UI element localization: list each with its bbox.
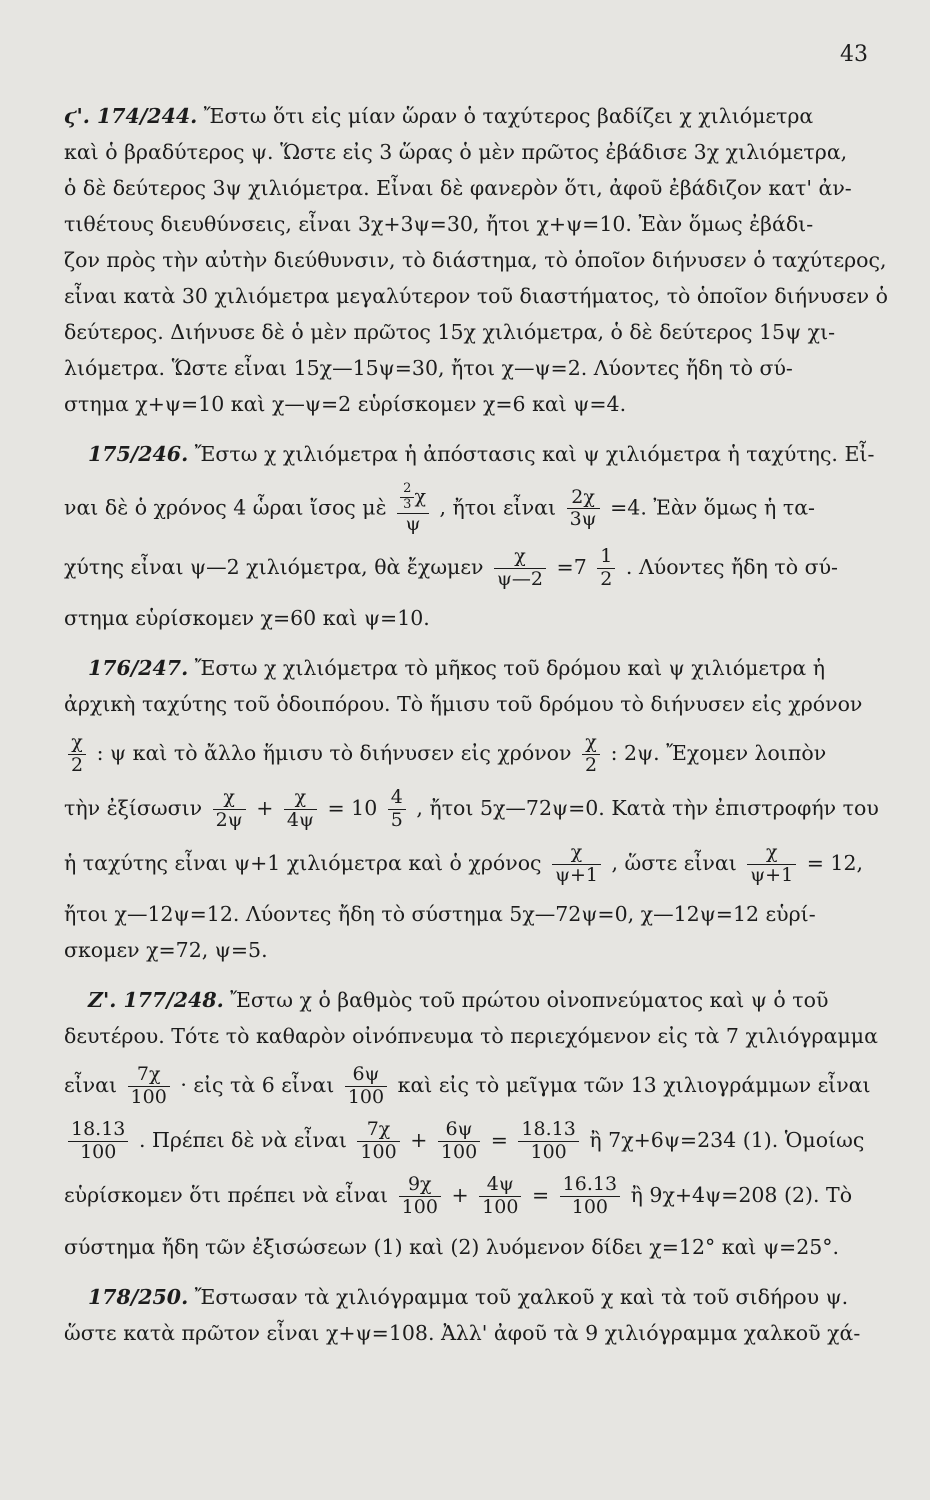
equation-line bbox=[64, 787, 880, 832]
text-fragment: εὑρίσκομεν ὅτι πρέπει νὰ εἶναι bbox=[64, 1182, 389, 1207]
problem-label: 176/247. bbox=[88, 656, 189, 681]
text-fragment: = bbox=[531, 1182, 550, 1207]
equation-line bbox=[64, 1174, 880, 1219]
fraction: $\frac{7\chi}{100}$ bbox=[357, 1119, 399, 1164]
fraction: $\frac{4\psi}{100}$ bbox=[479, 1174, 521, 1219]
text-fragment: , ὥστε εἶναι bbox=[611, 850, 737, 875]
text-line: σκομεν χ=72, ψ=5. bbox=[64, 938, 268, 963]
solution-177 bbox=[64, 982, 880, 1264]
fraction: $\frac{6\psi}{100}$ bbox=[345, 1064, 387, 1109]
text-line: τιθέτους διευθύνσεις, εἶναι 3χ+3ψ=30, ἤτοι χ+ψ=10. Ἐὰν ὅμως ἐβάδι- bbox=[64, 212, 814, 236]
fraction: $\frac{\chi}{\psi+1}$ bbox=[747, 842, 796, 887]
solution-176 bbox=[64, 650, 880, 968]
problem-label: ϛ'. 174/244. bbox=[64, 104, 198, 128]
solution-175 bbox=[64, 436, 880, 636]
equation-line bbox=[64, 1064, 880, 1109]
text-fragment: + bbox=[410, 1128, 428, 1152]
fraction: $\frac{6\psi}{100}$ bbox=[438, 1119, 480, 1164]
text-line: Ἔστωσαν τὰ χιλιόγραμμα τοῦ χαλκοῦ χ καὶ τὰ τοῦ σιδήρου ψ. bbox=[194, 1284, 849, 1309]
text-line: Ἔστω ὅτι εἰς μίαν ὥραν ὁ ταχύτερος βαδίζει χ χιλιόμετρα bbox=[203, 104, 814, 128]
equation-line bbox=[64, 546, 880, 591]
fraction: $\frac{\chi}{\psi+1}$ bbox=[552, 842, 601, 887]
text-line: εἶναι κατὰ 30 χιλιόμετρα μεγαλύτερον τοῦ διαστήματος, τὸ ὁποῖον διήνυσεν ὁ bbox=[64, 284, 888, 308]
equation-line bbox=[64, 842, 880, 887]
text-line: λιόμετρα. Ὥστε εἶναι 15χ—15ψ=30, ἤτοι χ—ψ=2. Λύοντες ἤδη τὸ σύ- bbox=[64, 356, 793, 380]
text-line: καὶ ὁ βραδύτερος ψ. Ὥστε εἰς 3 ὥρας ὁ μὲν πρῶτος ἐβάδισε 3χ χιλιόμετρα, bbox=[64, 140, 848, 164]
text-line: στημα χ+ψ=10 καὶ χ—ψ=2 εὑρίσκομεν χ=6 καὶ ψ=4. bbox=[64, 392, 627, 416]
fraction: $\frac{\chi}{2\psi}$ bbox=[213, 787, 246, 832]
fraction: $\frac{\chi}{4\psi}$ bbox=[284, 787, 317, 832]
text-fragment: ἢ 9χ+4ψ=208 (2). Τὸ bbox=[630, 1182, 853, 1207]
problem-label: 178/250. bbox=[88, 1284, 189, 1309]
fraction: $\frac{2}{3}$ χ ψ bbox=[397, 482, 429, 536]
text-fragment: =7 bbox=[556, 554, 587, 579]
text-fragment: + bbox=[451, 1182, 469, 1207]
text-fragment: : ψ καὶ τὸ ἄλλο ἥμισυ τὸ διήνυσεν εἰς χρόνον bbox=[96, 741, 572, 766]
equation-line bbox=[64, 482, 880, 536]
text-fragment: χύτης εἶναι ψ—2 χιλιόμετρα, θὰ ἔχωμεν bbox=[64, 554, 484, 579]
text-line: ὁ δὲ δεύτερος 3ψ χιλιόμετρα. Εἶναι δὲ φανερὸν ὅτι, ἀφοῦ ἐβάδιζον κατ' ἀν- bbox=[64, 176, 852, 200]
fraction: $\frac{4}{5}$ bbox=[388, 787, 406, 832]
page-number: 43 bbox=[840, 42, 868, 67]
text-line: σύστημα ἤδη τῶν ἐξισώσεων (1) καὶ (2) λυόμενον δίδει χ=12° καὶ ψ=25°. bbox=[64, 1234, 840, 1259]
text-line: δευτέρου. Τότε τὸ καθαρὸν οἰνόπνευμα τὸ περιεχόμενον εἰς τὰ 7 χιλιόγραμμα bbox=[64, 1024, 878, 1049]
text-fragment: : 2ψ. Ἔχομεν λοιπὸν bbox=[610, 741, 827, 766]
text-line: ἤτοι χ—12ψ=12. Λύοντες ἤδη τὸ σύστημα 5χ—72ψ=0, χ—12ψ=12 εὑρί- bbox=[64, 902, 816, 927]
text-fragment: = 12, bbox=[806, 850, 864, 875]
fraction: $\frac{9\chi}{100}$ bbox=[399, 1174, 441, 1219]
text-line: ἀρχικὴ ταχύτης τοῦ ὁδοιπόρου. Τὸ ἥμισυ τοῦ δρόμου τὸ διήνυσεν εἰς χρόνον bbox=[64, 692, 863, 717]
fraction: $\frac{\chi}{\psi—2}$ bbox=[494, 546, 546, 591]
text-fragment: . Λύοντες ἤδη τὸ σύ- bbox=[625, 554, 838, 579]
text-fragment: ἢ 7χ+6ψ=234 (1). Ὁμοίως bbox=[589, 1128, 865, 1152]
fraction: $\frac{\chi}{2}$ bbox=[68, 732, 86, 777]
text-fragment: · εἰς τὰ 6 εἶναι bbox=[180, 1073, 335, 1098]
text-line: στημα εὑρίσκομεν χ=60 καὶ ψ=10. bbox=[64, 606, 430, 631]
text-fragment: . Πρέπει δὲ νὰ εἶναι bbox=[138, 1128, 347, 1152]
text-fragment: ἡ ταχύτης εἶναι ψ+1 χιλιόμετρα καὶ ὁ χρόνος bbox=[64, 850, 542, 875]
fraction: $\frac{18.13}{100}$ bbox=[518, 1119, 578, 1164]
text-fragment: = bbox=[490, 1128, 508, 1152]
text-line: δεύτερος. Διήνυσε δὲ ὁ μὲν πρῶτος 15χ χιλιόμετρα, ὁ δὲ δεύτερος 15ψ χι- bbox=[64, 320, 836, 344]
text-fragment: εἶναι bbox=[64, 1073, 118, 1098]
problem-label: Ζ'. 177/248. bbox=[88, 988, 224, 1013]
text-line: Ἔστω χ χιλιόμετρα τὸ μῆκος τοῦ δρόμου καὶ ψ χιλιόμετρα ἡ bbox=[194, 656, 826, 681]
solution-178 bbox=[64, 1279, 880, 1351]
problem-label: 175/246. bbox=[88, 442, 189, 466]
equation-line bbox=[64, 732, 880, 777]
text-fragment: , ἤτοι 5χ—72ψ=0. Κατὰ τὴν ἐπιστροφήν του bbox=[416, 795, 879, 820]
text-line: ὥστε κατὰ πρῶτον εἶναι χ+ψ=108. Ἀλλ' ἀφοῦ τὰ 9 χιλιόγραμμα χαλκοῦ χά- bbox=[64, 1320, 861, 1345]
fraction: $\frac{7\chi}{100}$ bbox=[128, 1064, 170, 1109]
text-fragment: + bbox=[256, 795, 274, 820]
text-fragment: =4. Ἐὰν ὅμως ἡ τα- bbox=[610, 495, 815, 520]
equation-line bbox=[64, 1119, 880, 1164]
text-line: ζον πρὸς τὴν αὐτὴν διεύθυνσιν, τὸ διάστημα, τὸ ὁποῖον διήνυσεν ὁ ταχύτερος, bbox=[64, 248, 887, 272]
page-body bbox=[64, 98, 888, 1365]
text-fragment: ναι δὲ ὁ χρόνος 4 ὧραι ἴσος μὲ bbox=[64, 495, 387, 520]
fraction: $\frac{\chi}{2}$ bbox=[582, 732, 600, 777]
text-fragment: , ἤτοι εἶναι bbox=[439, 495, 557, 520]
text-line: Ἔστω χ χιλιόμετρα ἡ ἀπόστασις καὶ ψ χιλιόμετρα ἡ ταχύτης. Εἶ- bbox=[194, 442, 875, 466]
fraction: $\frac{2\chi}{3\psi}$ bbox=[567, 487, 600, 532]
text-fragment: τὴν ἐξίσωσιν bbox=[64, 795, 203, 820]
fraction: $\frac{1}{2}$ bbox=[597, 546, 615, 591]
fraction: $\frac{18.13}{100}$ bbox=[68, 1119, 128, 1164]
solution-174 bbox=[64, 98, 888, 422]
fraction: $\frac{16.13}{100}$ bbox=[560, 1174, 620, 1219]
text-fragment: καὶ εἰς τὸ μεῖγμα τῶν 13 χιλιογράμμων εἶναι bbox=[397, 1073, 871, 1098]
text-fragment: = 10 bbox=[327, 795, 378, 820]
text-line: Ἔστω χ ὁ βαθμὸς τοῦ πρώτου οἰνοπνεύματος καὶ ψ ὁ τοῦ bbox=[230, 988, 829, 1013]
